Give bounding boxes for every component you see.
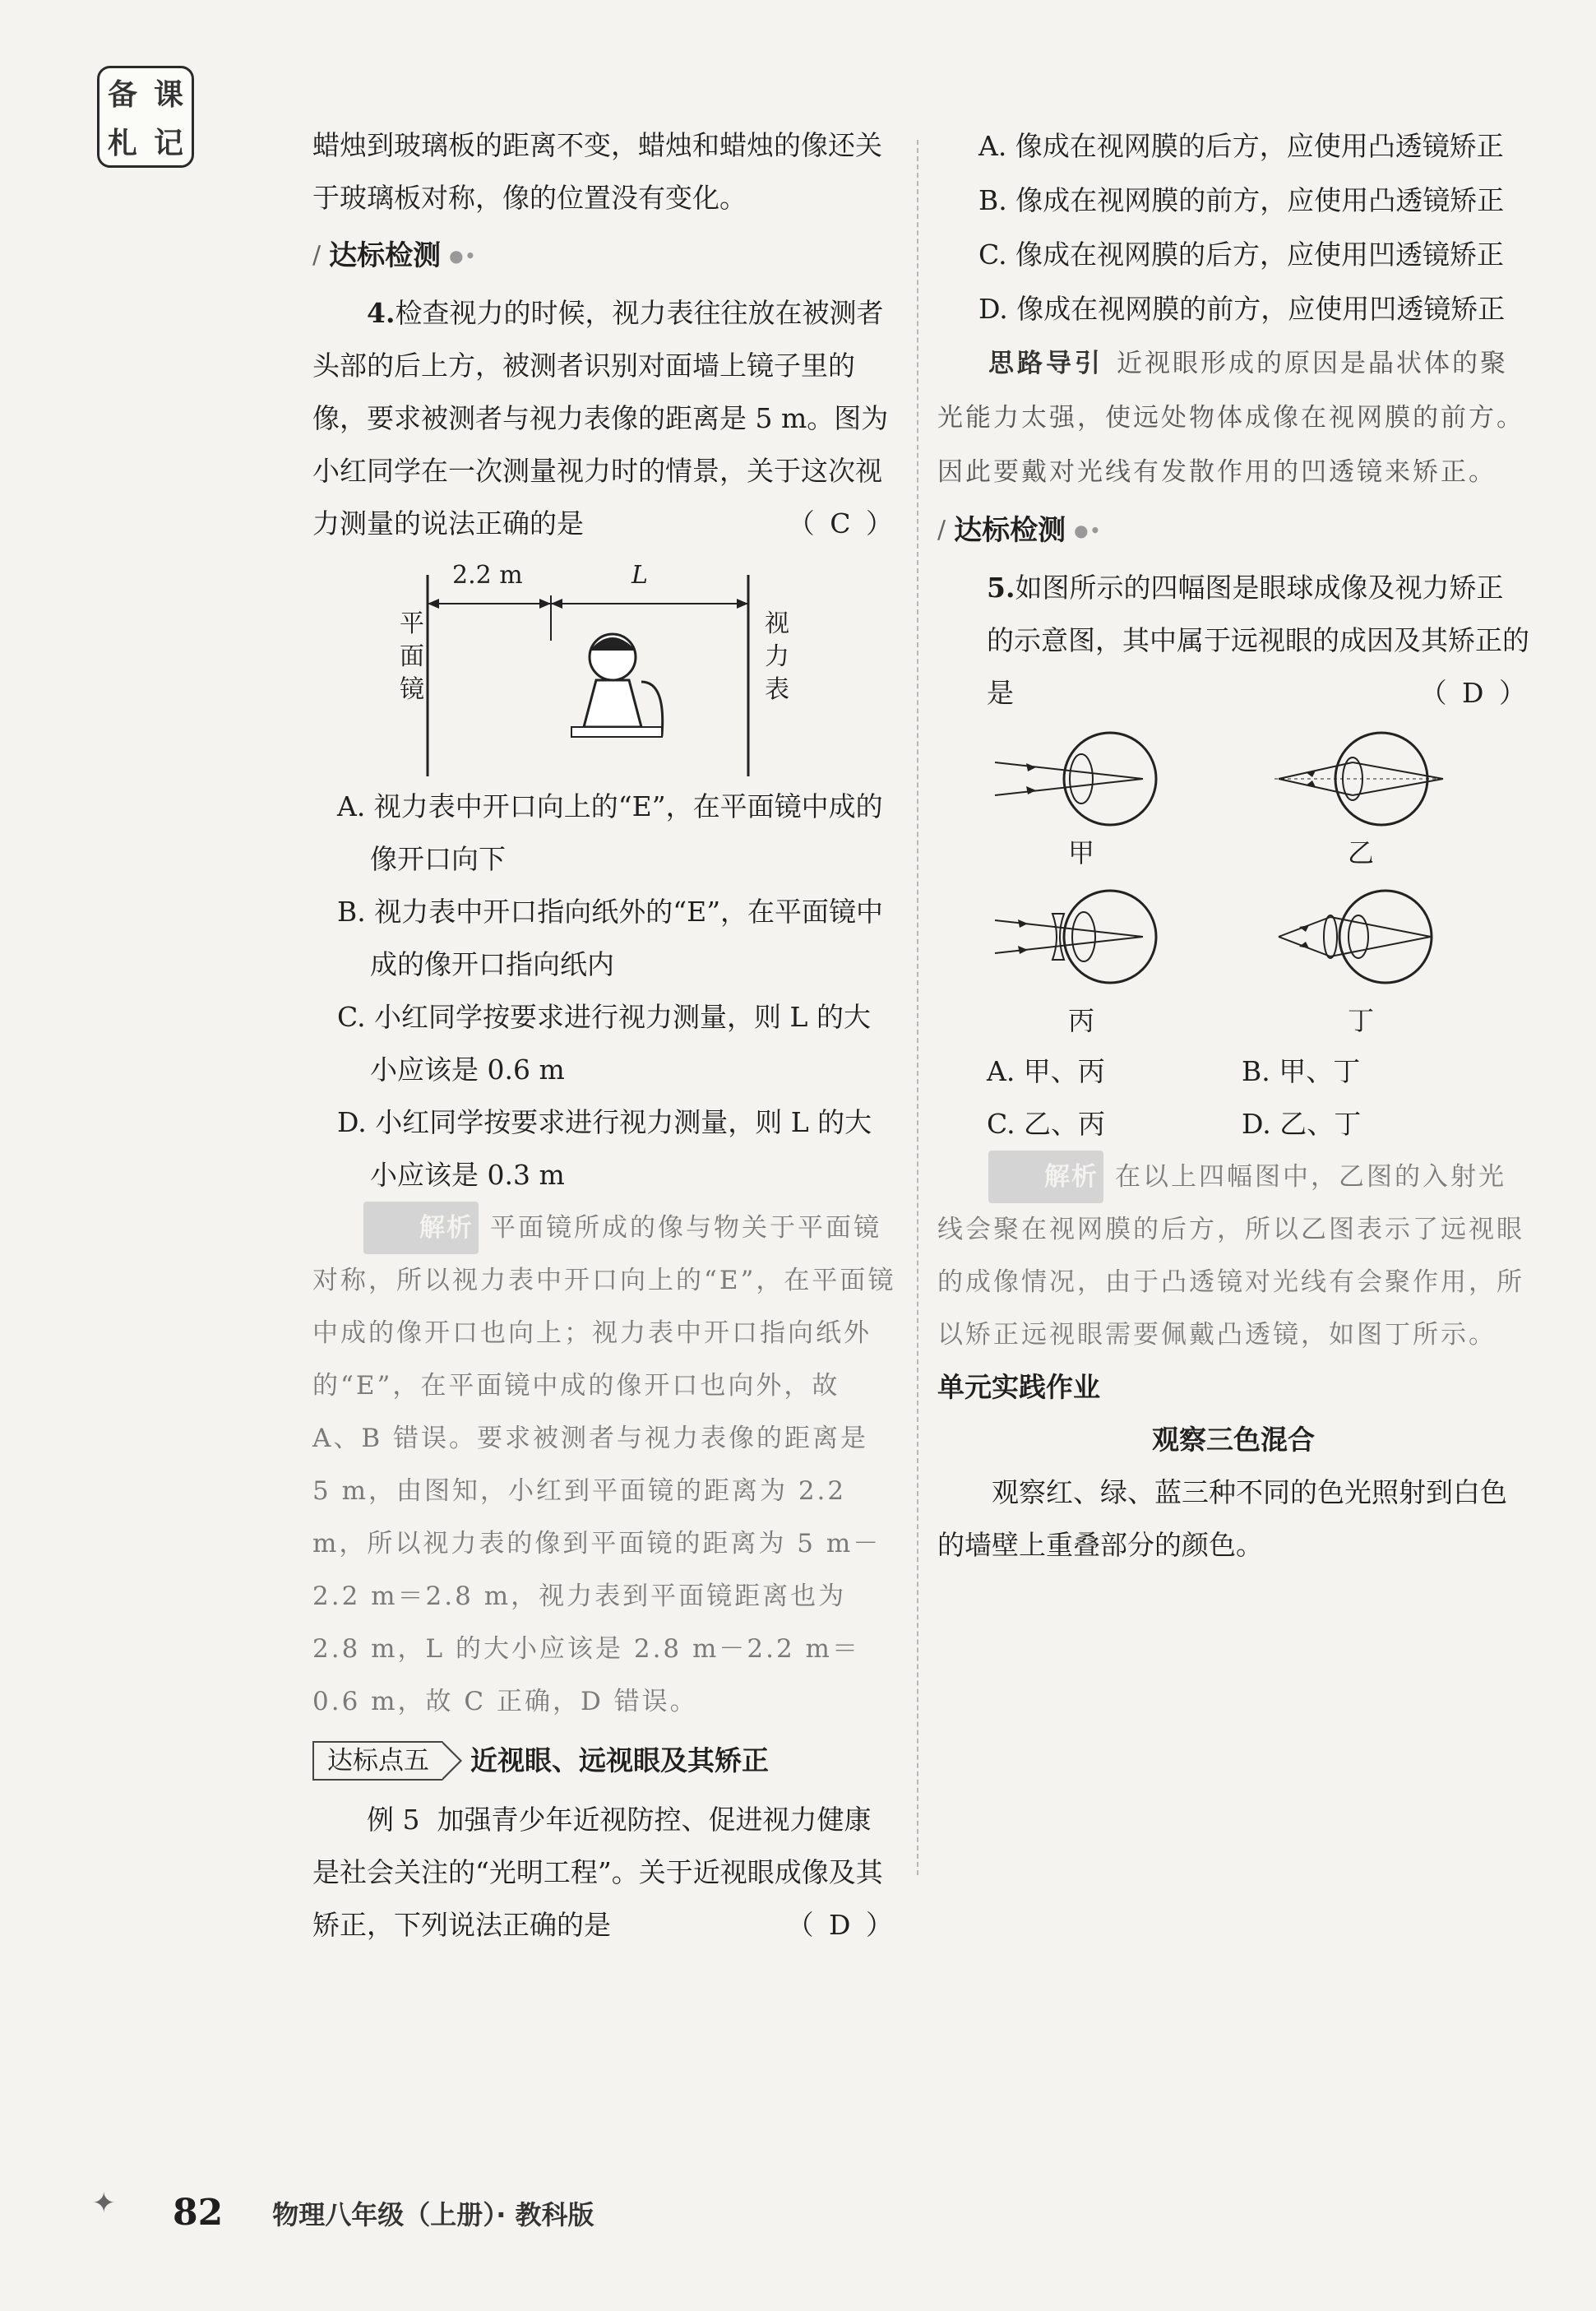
right-column [937,119,1529,1572]
option-d: D. 小红同学按要求进行视力测量，则 L 的大小应该是 0.3 m [337,1106,872,1191]
column-divider [917,140,918,1875]
mirror-label: 平面镜 [400,609,424,704]
ex5-option-b: B. 像成在视网膜的前方，应使用凸透镜矫正 [978,184,1505,216]
option-c: C. 小红同学按要求进行视力测量，则 L 的大小应该是 0.6 m [337,1001,871,1086]
q5-option-b: B. 甲、丁 [1242,1055,1361,1087]
question-4 [312,287,896,550]
hint-paragraph [937,336,1529,499]
hint-label: 思路导引 [988,349,1103,378]
eye-figures [970,728,1529,1039]
q5-option-c: C. 乙、丙 [987,1108,1106,1140]
question-number: 4. [367,297,396,329]
slash-icon: ∕ [312,241,322,270]
badge-char: 课 [153,77,183,112]
page-footer [92,2187,594,2234]
explain-label: 解析 [988,1151,1103,1203]
book-title: 物理八年级（上册）· 教科版 [272,2198,594,2230]
example-5 [312,1794,896,1952]
chart-label: 视力表 [765,609,789,704]
knowledge-point-5 [312,1734,896,1787]
kp-tag: 达标点五 [312,1741,442,1781]
eye-figure-ding [1250,879,1472,1039]
l-label: L [631,561,648,590]
vision-test-diagram [312,558,888,780]
eye-diagram-bing [987,879,1176,1003]
badge-char: 备 [107,77,137,112]
eye-diagram-ding [1266,879,1455,1003]
explain-label: 解析 [363,1202,479,1254]
example-text: 加强青少年近视防控、促进视力健康是社会关注的“光明工程”。关于近视眼成像及其矫正，下列说法正确的是 [312,1804,883,1941]
explain-text: 平面镜所成的像与物关于平面镜对称，所以视力表中开口向上的“E”，在平面镜中成的像开口也向上；视力表中开口指向纸外的“E”，在平面镜中成的像开口也向外，故 A、B 错误。要求被测者与视力表像的距离是 5 m，由图知，小红到平面镜的距离为 2.2 m，所以视力表的像到平面镜的距离为 5 m－2.2 m＝2.8 m，视力表到平面镜距离也为 2.8 m，L 的大小应该是 2.8 m－2.2 m＝0.6 m，故 C 正确，D 错误。 [312,1213,896,1716]
ex5-option-c: C. 像成在视网膜的后方，应使用凹透镜矫正 [978,239,1505,271]
question-5 [937,562,1529,720]
slash-icon: ∕ [937,516,946,544]
unit-practice-title: 单元实践作业 [937,1371,1100,1403]
intro-text: 蜡烛到玻璃板的距离不变，蜡烛和蜡烛的像还关于玻璃板对称，像的位置没有变化。 [312,129,882,214]
badge-char: 札 [107,126,137,160]
q5-option-a: A. 甲、丙 [987,1055,1105,1087]
distance-label: 2.2 m [452,561,523,590]
question-text: 如图所示的四幅图是眼球成像及视力矫正的示意图，其中属于远视眼的成因及其矫正的是 [987,572,1529,709]
check-heading [312,229,896,282]
ex5-option-a: A. 像成在视网膜的后方，应使用凸透镜矫正 [978,130,1504,162]
option-a: A. 视力表中开口向上的“E”，在平面镜中成的像开口向下 [337,790,883,875]
explain-text: 在以上四幅图中，乙图的入射光线会聚在视网膜的后方，所以乙图表示了远视眼的成像情况，由于凸透镜对光线有会聚作用，所以矫正远视眼需要佩戴凸透镜，如图丁所示。 [937,1162,1524,1350]
figure-label: 丁 [1347,1005,1374,1036]
dots-icon: ●• [449,246,478,266]
activity-text: 观察红、绿、蓝三种不同的色光照射到白色的墙壁上重叠部分的颜色。 [937,1476,1507,1561]
answer: （ D ） [1419,677,1529,709]
q5-options [937,1045,1529,1151]
question-number: 5. [987,572,1015,604]
eye-figure-jia [970,728,1192,871]
eye-diagram-yi [1266,728,1455,835]
activity-title: 观察三色混合 [1152,1424,1315,1456]
check-label: 达标检测 [954,514,1066,547]
left-column [312,119,896,1952]
option-b: B. 视力表中开口指向纸外的“E”，在平面镜中成的像开口指向纸内 [337,896,884,980]
eye-figure-yi [1250,728,1472,871]
figure-label: 甲 [1067,837,1094,868]
question-text: 检查视力的时候，视力表往往放在被测者头部的后上方，被测者识别对面墙上镜子里的像，要求被测者与视力表像的距离是 5 m。图为小红同学在一次测量视力时的情景，关于这次视力测量的说法正确的是 [312,297,889,540]
dots-icon: ●• [1074,521,1103,540]
check-heading [937,504,1529,557]
kp-title: 近视眼、远视眼及其矫正 [470,1744,769,1776]
star-ornament-icon: ✦ [92,2187,116,2220]
figure-label: 乙 [1347,837,1374,868]
eye-diagram-jia [987,728,1176,835]
explanation-5 [937,1151,1529,1361]
badge-char: 记 [153,126,183,160]
answer: （ C ） [787,507,896,540]
lesson-notes-badge [97,66,194,168]
hint-text: 近视眼形成的原因是晶状体的聚光能力太强，使远处物体成像在视网膜的前方。因此要戴对光线有发散作用的凹透镜来矫正。 [937,349,1524,487]
vision-test-figure [312,558,896,780]
answer: （ D ） [786,1909,896,1941]
eye-figure-bing [970,879,1192,1039]
ex5-option-d: D. 像成在视网膜的前方，应使用凹透镜矫正 [978,293,1506,325]
explanation-4 [312,1202,896,1728]
check-label: 达标检测 [329,239,442,272]
example-label: 例 5 [367,1804,420,1836]
figure-label: 丙 [1067,1005,1094,1036]
q5-option-d: D. 乙、丁 [1242,1108,1362,1140]
page-number: 82 [173,2192,224,2234]
